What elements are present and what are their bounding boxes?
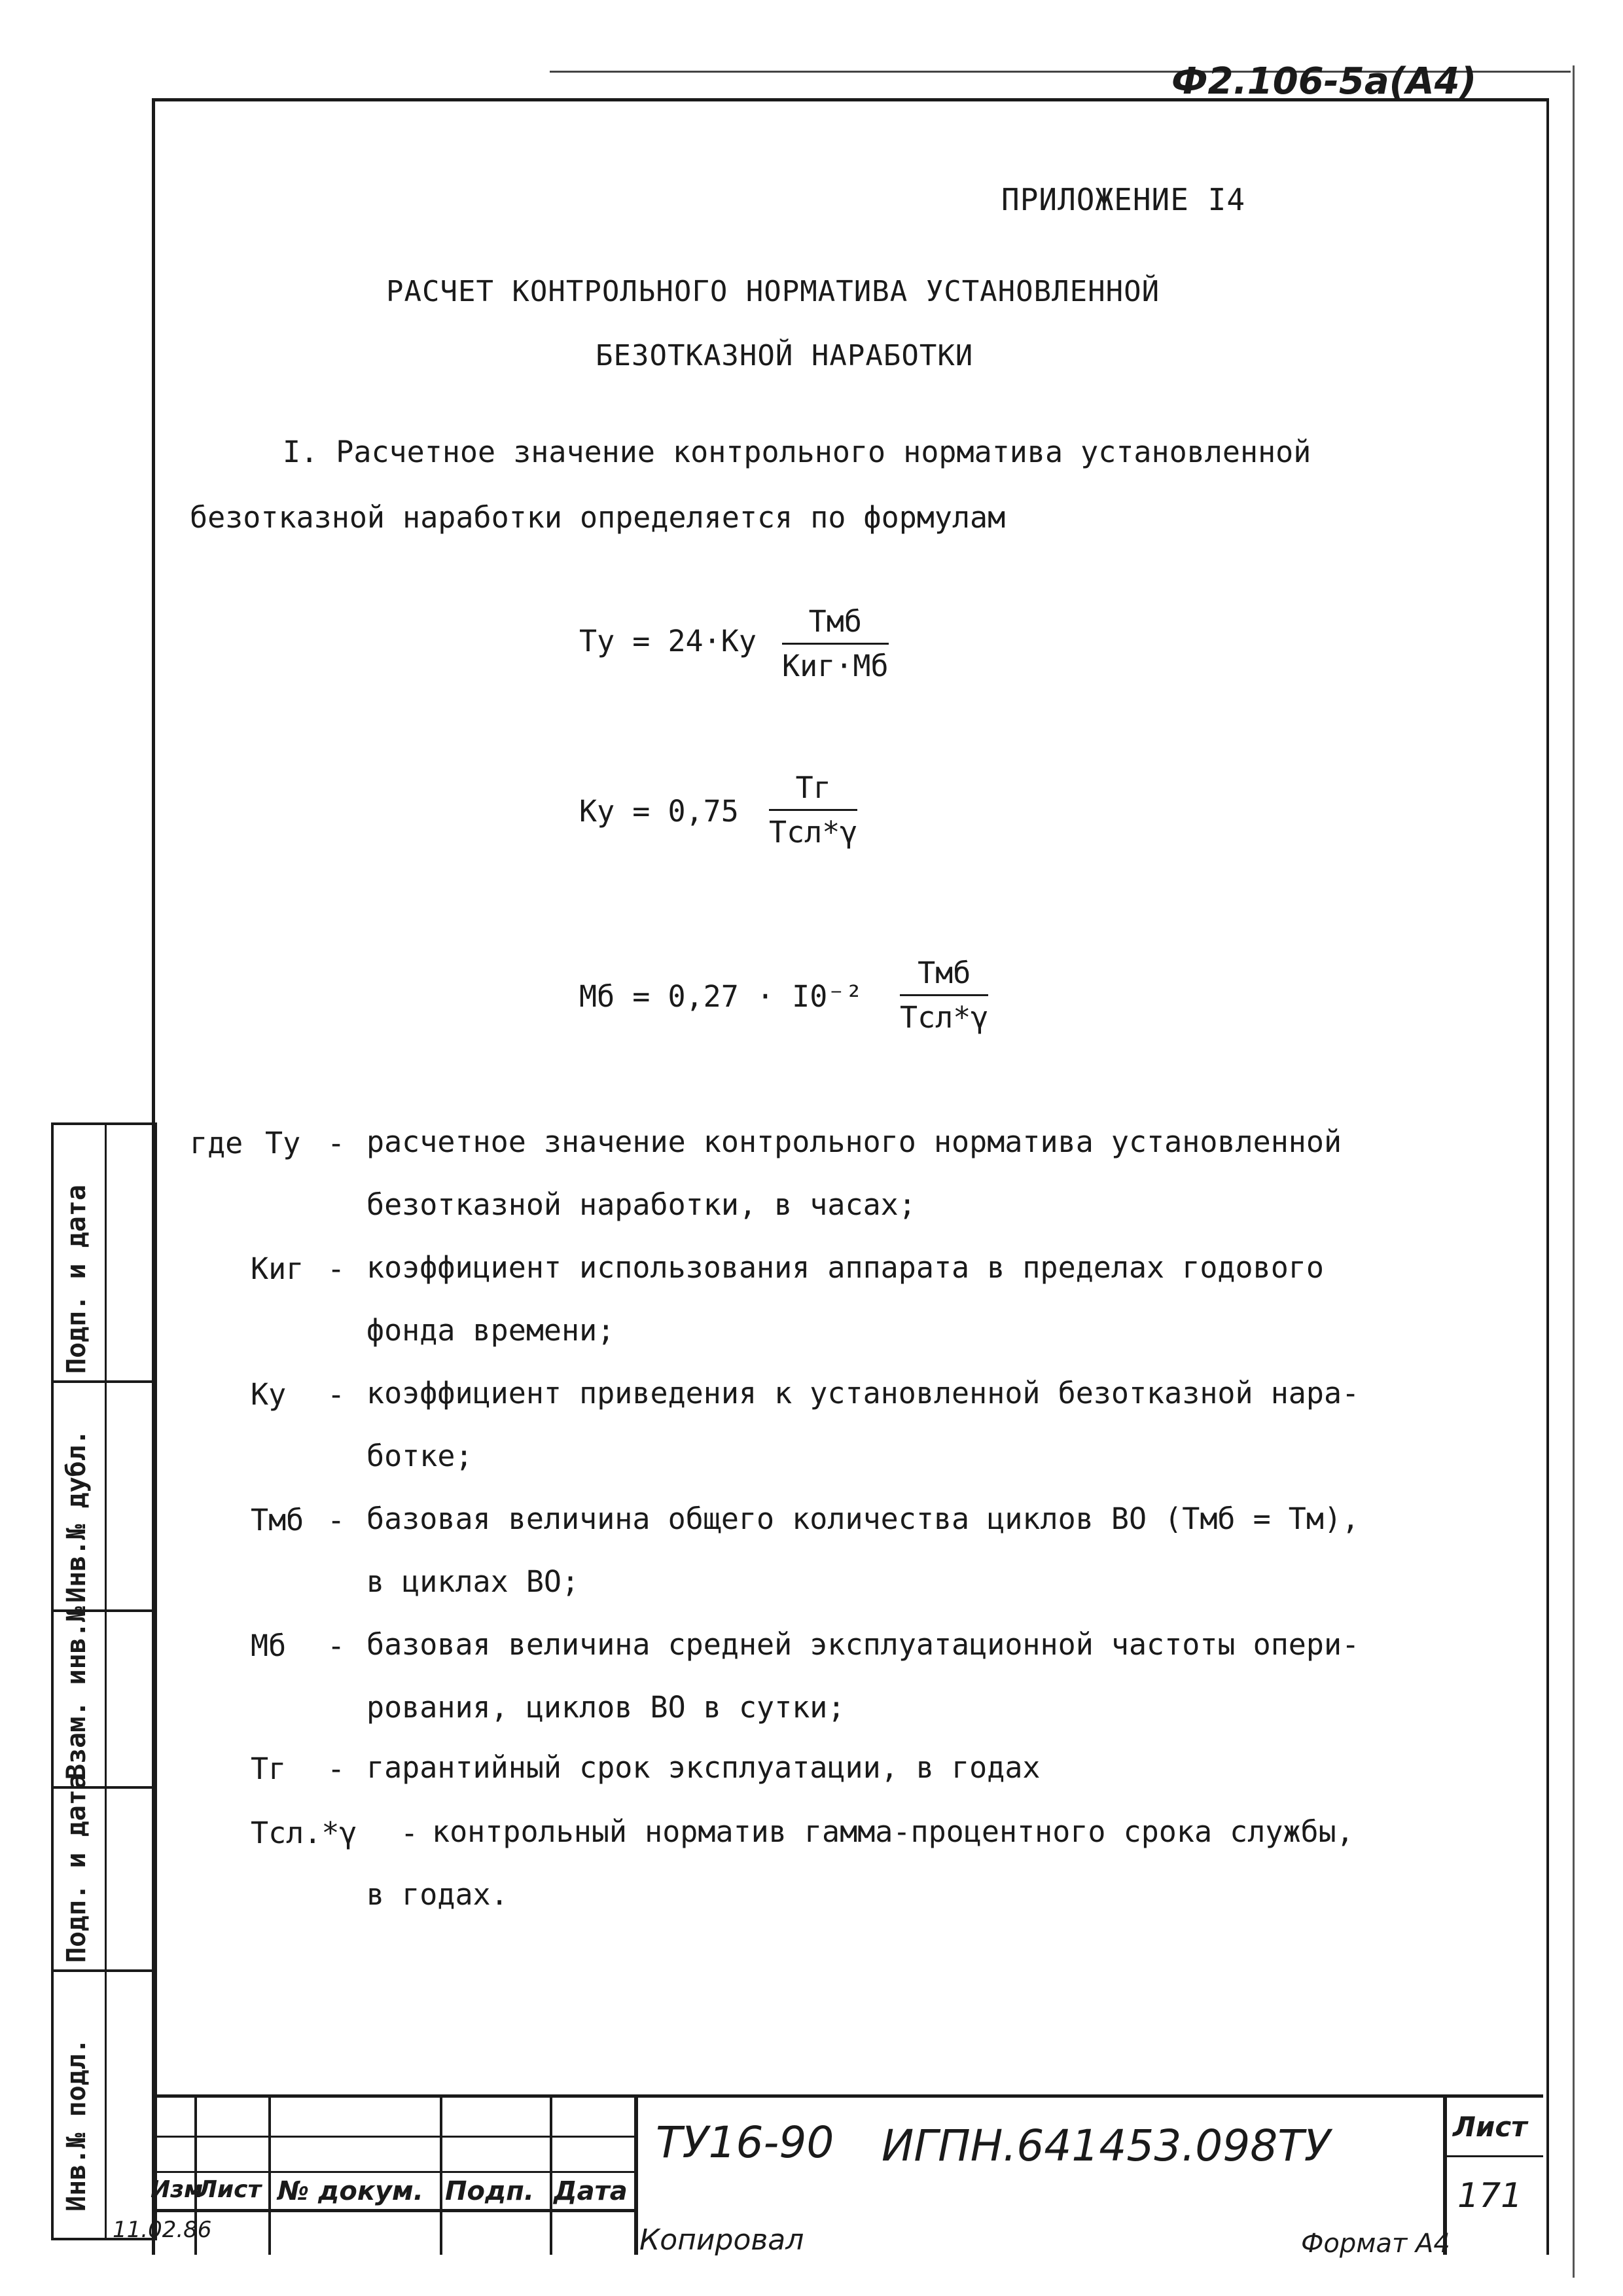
tb-row-line	[1443, 2155, 1543, 2157]
formula-3-fraction	[900, 956, 988, 1035]
side-stamp-label: Подп. и дата	[62, 1774, 92, 1963]
definition-text-tg-1: гарантийный срок эксплуатации, в годах	[366, 1750, 1041, 1785]
definition-symbol-tg: Тг	[251, 1751, 287, 1786]
definition-text-tmb-2: в циклах ВО;	[366, 1564, 580, 1599]
definition-text-ty-1: расчетное значение контрольного норматива установленной	[366, 1124, 1342, 1159]
definition-text-tmb-1: базовая величина общего количества циклов ВО (Тмб = Тм),	[366, 1501, 1360, 1536]
tb-row-line	[152, 2136, 634, 2138]
definition-symbol-tmb: Тмб	[251, 1503, 304, 1537]
formula-2-lhs: Ку = 0,75	[579, 794, 739, 829]
tb-header-list: Лист	[198, 2176, 262, 2203]
appendix-label: ПРИЛОЖЕНИЕ I4	[1001, 182, 1246, 217]
definition-text-tsl-1: контрольный норматив гамма-процентного срока службы,	[432, 1814, 1354, 1849]
tb-copied-label: Копировал	[639, 2223, 804, 2257]
definition-dash-mb: -	[327, 1628, 346, 1663]
definition-text-ky-2: ботке;	[366, 1439, 473, 1473]
tb-divider	[634, 2098, 638, 2255]
tb-format-label: Формат А4	[1301, 2229, 1450, 2259]
formula-1-numerator: Тмб	[782, 604, 889, 645]
definition-symbol-mb: Мб	[251, 1628, 287, 1663]
side-stamp-divider	[105, 1125, 107, 2238]
formula-2-fraction	[769, 770, 857, 850]
definition-text-mb-2: рования, циклов ВО в сутки;	[366, 1690, 846, 1725]
intro-line-2: безотказной наработки определяется по формулам	[190, 500, 1006, 535]
definition-text-mb-1: базовая величина средней эксплуатационной частоты опери-	[366, 1627, 1360, 1662]
tb-header-sign: Подп.	[445, 2176, 535, 2206]
definition-text-ty-2: безотказной наработки, в часах;	[366, 1187, 916, 1222]
tb-header-date: Дата	[554, 2176, 628, 2206]
definition-dash-tsl: -	[401, 1816, 419, 1850]
definition-text-kig-2: фонда времени;	[366, 1313, 615, 1348]
doc-code: Ф2.106-5а(А4)	[1171, 60, 1477, 103]
tb-header-izm: Изм	[151, 2176, 204, 2203]
tb-sheet-label: Лист	[1453, 2111, 1527, 2143]
definition-dash-ty: -	[327, 1126, 346, 1160]
intro-line-1: I. Расчетное значение контрольного норматива установленной	[283, 435, 1311, 469]
definition-prefix: где	[190, 1126, 243, 1160]
definition-text-ky-1: коэффициент приведения к установленной безотказной нара-	[366, 1376, 1360, 1410]
tb-header-doc: № докум.	[277, 2176, 423, 2206]
title-line-2: БЕЗОТКАЗНОЙ НАРАБОТКИ	[596, 339, 974, 372]
side-stamp-label: Инв.№ подл.	[62, 2038, 92, 2212]
formula-1-denominator: Киг·Мб	[782, 649, 889, 683]
formula-1-lhs: Ту = 24·Ку	[579, 624, 757, 658]
title-block	[113, 2094, 1543, 2259]
formula-3-numerator: Тмб	[900, 956, 988, 996]
definition-symbol-ky: Ку	[251, 1377, 287, 1412]
side-stamp-row-divider	[54, 1380, 154, 1383]
tb-row-line	[152, 2209, 634, 2212]
definition-dash-tg: -	[327, 1751, 346, 1786]
definition-symbol-tsl: Тсл.*γ	[251, 1816, 357, 1850]
tb-date-note: 11.02.86	[113, 2217, 212, 2243]
tb-divider	[550, 2098, 552, 2255]
side-stamp-label: Взам. инв.№	[62, 1606, 92, 1780]
definition-symbol-kig: Киг	[251, 1251, 304, 1286]
definition-dash-kig: -	[327, 1251, 346, 1286]
definition-text-kig-1: коэффициент использования аппарата в пределах годового	[366, 1250, 1324, 1285]
right-border-line	[1573, 65, 1575, 2278]
formula-3-denominator: Тсл*γ	[900, 1000, 989, 1035]
tb-row-line	[152, 2171, 634, 2173]
definition-symbol-ty: Ту	[265, 1126, 301, 1160]
side-stamp-row-divider	[54, 1969, 154, 1972]
tb-divider	[440, 2098, 442, 2255]
side-stamp-label: Подп. и дата	[62, 1185, 92, 1374]
tb-sheet-number: 171	[1457, 2176, 1523, 2215]
definition-dash-ky: -	[327, 1377, 346, 1412]
definition-dash-tmb: -	[327, 1503, 346, 1537]
tb-designation: ИГПН.641453.098ТУ	[882, 2121, 1330, 2171]
side-stamp-label: Инв.№ дубл.	[62, 1429, 92, 1603]
side-stamp	[51, 1122, 157, 2240]
title-line-1: РАСЧЕТ КОНТРОЛЬНОГО НОРМАТИВА УСТАНОВЛЕННОЙ	[386, 275, 1160, 308]
definition-text-tsl-2: в годах.	[366, 1877, 508, 1912]
formula-3-lhs: Мб = 0,27 · I0⁻²	[579, 979, 863, 1014]
tb-tu-number: ТУ16-90	[656, 2117, 834, 2168]
formula-1-fraction	[782, 604, 889, 683]
formula-2-numerator: Тг	[769, 770, 857, 811]
tb-divider	[268, 2098, 271, 2255]
formula-2-denominator: Тсл*γ	[769, 815, 858, 850]
